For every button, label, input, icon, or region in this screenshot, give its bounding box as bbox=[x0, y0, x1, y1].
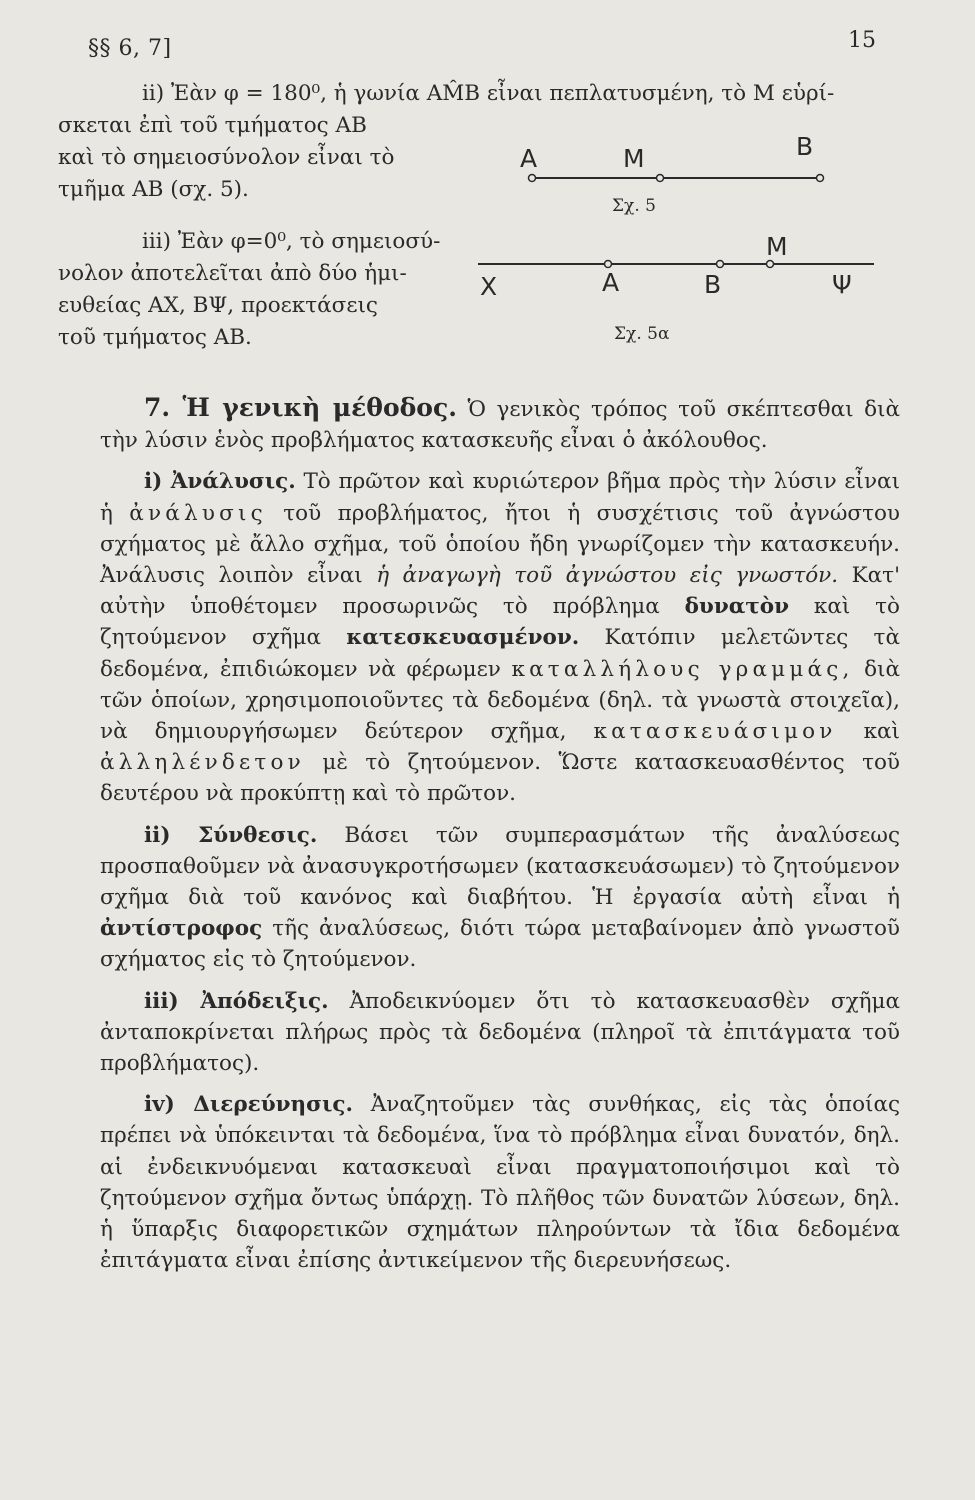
point-m bbox=[657, 175, 664, 182]
case-ii-line-4: τμῆμα AB (σχ. 5). bbox=[58, 177, 249, 202]
analysis-spaced-term-3: κατασκευάσιμον bbox=[593, 719, 837, 745]
analysis-spaced-term-1: ἀνάλυσις bbox=[129, 500, 267, 526]
case-iii-line-2: νολον ἀποτελεῖται ἀπὸ δύο ἡμι- bbox=[58, 261, 407, 286]
point-a bbox=[529, 175, 536, 182]
analysis-emphasis: ἡ ἀναγωγὴ τοῦ ἀγνώστου εἰς γνωστόν. bbox=[376, 563, 839, 589]
section-7 bbox=[100, 380, 900, 1276]
point-a bbox=[605, 261, 612, 268]
section-7-intro bbox=[100, 392, 900, 456]
case-ii-line-3: καὶ τὸ σημειοσύνολον εἶναι τὸ bbox=[58, 145, 395, 170]
case-iii-line-4: τοῦ τμήματος AB. bbox=[58, 325, 252, 350]
analysis-bold-2: κατεσκευασμένον. bbox=[346, 625, 580, 651]
discussion-paragraph bbox=[100, 1089, 900, 1276]
synthesis-text-1: Βάσει τῶν συμπερασμάτων τῆς ἀναλύσεως προσπαθοῦμεν νὰ ἀνασυγκροτήσωμεν (κατασκευάσωμεν) τὸ ζητούμενον σχῆμα διὰ τοῦ κανόνος καὶ διαβήτου. Ἡ ἐργασία αὐτὴ εἶναι ἡ bbox=[100, 822, 900, 911]
analysis-text-6: διὰ τῶν ὁποίων, χρησιμοποιοῦντες τὰ δεδομένα (δηλ. τὰ γνωστὰ στοιχεῖα), νὰ δημιουργήσωμεν δεύτερον σχῆμα, bbox=[100, 656, 900, 745]
analysis-title: i) Ἀνάλυσις. bbox=[144, 469, 296, 495]
figure-5a-label-x: X bbox=[480, 272, 498, 301]
figure-5a bbox=[476, 228, 876, 348]
analysis-spaced-term-2: καταλλήλους γραμμάς, bbox=[511, 656, 854, 682]
figure-5a-drawing bbox=[476, 228, 876, 348]
point-m bbox=[767, 261, 774, 268]
analysis-text-8: μὲ τὸ ζητούμενον. Ὥστε κατασκευασθέντος τοῦ δευτέρου νὰ προκύπτῃ καὶ τὸ πρῶτον. bbox=[100, 750, 900, 807]
analysis-paragraph bbox=[100, 466, 900, 809]
figure-5-label-b: B bbox=[796, 132, 814, 161]
case-iii-line-1: iii) Ἐὰν φ=0⁰, τὸ σημειοσύ- bbox=[142, 229, 441, 254]
analysis-text-2: τοῦ προβλήματος, ἤτοι ἡ συσχέτισις τοῦ ἀγνώστου σχήματος μὲ ἄλλο σχῆμα, τοῦ ὁποίου ἤδη γνωρίζομεν τὴν κατασκευήν. Ἀνάλυσις λοιπὸν εἶναι bbox=[100, 500, 900, 589]
proof-text: Ἀποδεικνύομεν ὅτι τὸ κατασκευασθὲν σχῆμα ἀνταποκρίνεται πλήρως πρὸς τὰ δεδομένα (πληροῖ τὰ ἐπιτάγματα τοῦ προβλήματος). bbox=[100, 988, 900, 1077]
figure-5a-caption: Σχ. 5α bbox=[614, 324, 670, 344]
figure-5a-label-b: B bbox=[704, 270, 722, 299]
point-b bbox=[717, 261, 724, 268]
figure-5a-label-a: A bbox=[602, 268, 620, 297]
synthesis-title: ii) Σύνθεσις. bbox=[144, 822, 318, 848]
case-iii-line-3: ευθείας AX, BΨ, προεκτάσεις bbox=[58, 293, 378, 318]
proof-title: iii) Ἀπόδειξις. bbox=[144, 988, 329, 1014]
analysis-spaced-term-4: ἀλληλένδετον bbox=[100, 750, 305, 776]
analysis-text-3: Κατ' αὐτὴν ὑποθέτομεν προσωρινῶς τὸ πρόβλημα bbox=[100, 563, 900, 620]
figure-5-label-a: A bbox=[520, 144, 538, 173]
figure-5a-label-m: M bbox=[766, 232, 788, 261]
analysis-text-7: καὶ bbox=[863, 719, 900, 745]
analysis-text-1: Τὸ πρῶτον καὶ κυριώτερον βῆμα πρὸς τὴν λύσιν εἶναι ἡ bbox=[100, 469, 900, 526]
synthesis-bold: ἀντίστροφος bbox=[100, 916, 263, 942]
section-reference: §§ 6, 7] bbox=[88, 36, 172, 61]
analysis-bold-1: δυνατὸν bbox=[684, 594, 790, 620]
case-ii-line-2: σκεται ἐπὶ τοῦ τμήματος AB bbox=[58, 113, 367, 138]
synthesis-text-2: τῆς ἀναλύσεως, διότι τώρα μεταβαίνομεν ἀπὸ γνωστοῦ σχήματος εἰς τὸ ζητούμενον. bbox=[100, 916, 900, 973]
analysis-text-4: καὶ τὸ ζητούμενον σχῆμα bbox=[100, 594, 900, 651]
discussion-text: Ἀναζητοῦμεν τὰς συνθήκας, εἰς τὰς ὁποίας πρέπει νὰ ὑπόκεινται τὰ δεδομένα, ἵνα τὸ πρόβλημα εἶναι δυνατόν, δηλ. αἱ ἐνδεικνυόμεναι κατασκευαὶ εἶναι πραγματοποιήσιμοι καὶ τὸ ζητούμενον σχῆμα ὄντως ὑπάρχῃ. Τὸ πλῆθος τῶν δυνατῶν λύσεων, δηλ. ἡ ὕπαρξις διαφορετικῶν σχημάτων πληρούντων τὰ ἴδια δεδομένα ἐπιτάγματα εἶναι ἐπίσης ἀντικείμενον τῆς διερευνήσεως. bbox=[100, 1092, 900, 1274]
point-b bbox=[817, 175, 824, 182]
analysis-text-5: Κατόπιν μελετῶντες τὰ δεδομένα, ἐπιδιώκομεν νὰ φέρωμεν bbox=[100, 625, 900, 682]
case-ii-line-1: ii) Ἐὰν φ = 180⁰, ἡ γωνία AM̂B εἶναι πεπλατυσμένη, τὸ M εὑρί- bbox=[142, 81, 835, 106]
proof-paragraph bbox=[100, 986, 900, 1080]
synthesis-paragraph bbox=[100, 820, 900, 976]
figure-5a-label-psi: Ψ bbox=[832, 270, 852, 299]
figure-5 bbox=[520, 132, 840, 220]
figure-5-caption: Σχ. 5 bbox=[612, 196, 656, 216]
page-number: 15 bbox=[848, 28, 876, 53]
figure-5-drawing bbox=[520, 140, 840, 220]
section-7-heading: 7. Ἡ γενικὴ μέθοδος. bbox=[144, 393, 457, 422]
discussion-title: iv) Διερεύνησις. bbox=[144, 1092, 354, 1118]
section-7-intro-text: Ὁ γενικὸς τρόπος τοῦ σκέπτεσθαι διὰ τὴν λύσιν ἑνὸς προβλήματος κατασκευῆς εἶναι ὁ ἀκόλουθος. bbox=[100, 397, 900, 454]
figure-5-label-m: M bbox=[623, 144, 645, 173]
